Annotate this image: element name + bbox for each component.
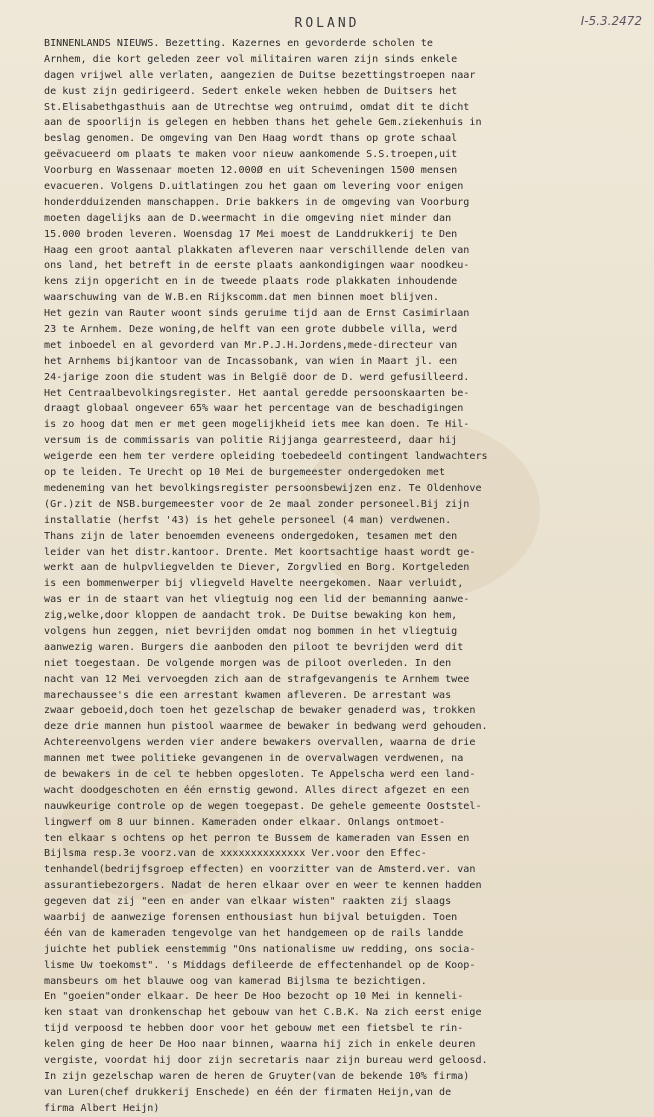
text-line: is een bommenwerper bij vliegveld Havelte neergekomen. Naar verluidt, xyxy=(44,578,464,590)
text-line: nauwkeurige controle op de wegen toegepast. De gehele gemeente Ooststel- xyxy=(44,800,482,812)
document-title: ROLAND xyxy=(294,16,360,31)
text-line: En "goeien"onder elkaar. De heer De Hoo bezocht op 10 Mei in kenneli- xyxy=(44,991,464,1003)
text-line: Bijlsma resp.3e voorz.van de xxxxxxxxxxxxxx Ver.voor den Effec- xyxy=(44,848,427,860)
text-line: ken staat van dronkenschap het gebouw van het C.B.K. Na zich eerst enige xyxy=(44,1007,482,1019)
text-line: niet toegestaan. De volgende morgen was de piloot overleden. In den xyxy=(44,657,452,669)
text-line: Het gezin van Rauter woont sinds geruime tijd aan de Ernst Casimirlaan xyxy=(44,308,470,320)
text-line: Het Centraalbevolkingsregister. Het aantal geredde persoonskaarten be- xyxy=(44,387,470,399)
text-line: waarbij de aanwezige forensen enthousiast hun bijval betuigden. Toen xyxy=(44,911,458,923)
text-line: installatie (herfst '43) is het gehele personeel (4 man) verdwenen. xyxy=(44,514,452,526)
text-line: zwaar geboeid,doch toen het gezelschap de bewaker genaderd was, trokken xyxy=(44,705,476,717)
text-line: 24-jarige zoon die student was in België door de D. werd gefusilleerd. xyxy=(44,371,470,383)
text-line: weigerde een hem ter verdere opleiding toebedeeld contingent landwachters xyxy=(44,451,488,463)
text-line: dagen vrijwel alle verlaten, aangezien de Duitse bezettingstroepen naar xyxy=(44,69,476,81)
text-line: één van de kameraden tengevolge van het handgemeen op de rails landde xyxy=(44,927,464,939)
text-line: Haag een groot aantal plakkaten afleveren naar verschillende delen van xyxy=(44,244,470,256)
text-line: wacht doodgeschoten en één ernstig gewond. Alles direct afgezet en een xyxy=(44,784,470,796)
text-line: van Luren(chef drukkerij Enschede) en één der firmaten Heijn,van de xyxy=(44,1086,452,1098)
body-text xyxy=(44,36,616,1117)
text-line: Voorburg en Wassenaar moeten 12.000Ø en uit Scheveningen 1500 mensen xyxy=(44,165,458,177)
text-line: draagt globaal ongeveer 65% waar het percentage van de beschadigingen xyxy=(44,403,464,415)
text-line: tijd verpoosd te hebben door voor het gebouw met een fietsbel te rin- xyxy=(44,1023,464,1035)
text-line: de bewakers in de cel te hebben opgesloten. Te Appelscha werd een land- xyxy=(44,768,476,780)
text-line: leider van het distr.kantoor. Drente. Met koortsachtige haast wordt ge- xyxy=(44,546,476,558)
text-line: 15.000 broden leveren. Woensdag 17 Mei moest de Landdrukkerij te Den xyxy=(44,228,458,240)
text-line: beslag genomen. De omgeving van Den Haag wordt thans op grote schaal xyxy=(44,133,458,145)
text-line: mannen met twee politieke gevangenen in de overvalwagen verdwenen, na xyxy=(44,753,464,765)
text-line: (Gr.)zit de NSB.burgemeester voor de 2e maal zonder personeel.Bij zijn xyxy=(44,498,470,510)
text-line: firma Albert Heijn) xyxy=(44,1102,160,1114)
text-line: aan de spoorlijn is gelegen en hebben thans het gehele Gem.ziekenhuis in xyxy=(44,117,482,129)
text-line: de kust zijn gedirigeerd. Sedert enkele weken hebben de Duitsers het xyxy=(44,85,458,97)
text-line: kens zijn opgericht en in de tweede plaats rode plakkaten inhoudende xyxy=(44,276,458,288)
text-line: aanwezig waren. Burgers die aanboden den piloot te bevrijden werd dit xyxy=(44,641,464,653)
text-line: Thans zijn de later benoemden eveneens ondergedoken, tesamen met den xyxy=(44,530,458,542)
text-line: vergiste, voordat hij door zijn secretaris naar zijn bureau werd geloosd. xyxy=(44,1055,488,1066)
text-line: ten elkaar s ochtens op het perron te Bussem de kameraden van Essen en xyxy=(44,832,470,844)
text-line: met inboedel en al gevorderd van Mr.P.J.H.Jordens,mede-directeur van xyxy=(44,339,458,351)
text-line: evacueren. Volgens D.uitlatingen zou het gaan om levering voor enigen xyxy=(44,181,464,193)
text-line: 23 te Arnhem. Deze woning,de helft van een grote dubbele villa, werd xyxy=(44,324,458,336)
text-line: nacht van 12 Mei vervoegden zich aan de strafgevangenis te Arnhem twee xyxy=(44,673,470,685)
text-line: gegeven dat zij "een en ander van elkaar wisten" raakten zij slaags xyxy=(44,896,452,908)
text-line: marechaussee's die een arrestant kwamen afleveren. De arrestant was xyxy=(44,689,452,701)
text-line: werkt aan de hulpvliegvelden te Diever, Zorgvlied en Borg. Kortgeleden xyxy=(44,562,470,574)
text-line: In zijn gezelschap waren de heren de Gruyter(van de bekende 10% firma) xyxy=(44,1070,470,1082)
text-line: zig,welke,door kloppen de aandacht trok. De Duitse bewaking kon hem, xyxy=(44,610,458,622)
text-line: assurantiebezorgers. Nadat de heren elkaar over en weer te kennen hadden xyxy=(44,880,482,892)
text-line: lingwerf om 8 uur binnen. Kameraden onder elkaar. Onlangs ontmoet- xyxy=(44,816,446,828)
text-line: deze drie mannen hun pistool waarmee de bewaker in bedwang werd gehouden. xyxy=(44,721,488,733)
text-line: BINNENLANDS NIEUWS. Bezetting. Kazernes en gevorderde scholen te xyxy=(44,38,433,49)
text-line: waarschuwing van de W.B.en Rijkscomm.dat men binnen moet blijven. xyxy=(44,292,440,304)
text-line: kelen ging de heer De Hoo naar binnen, waarna hij zich in enkele deuren xyxy=(44,1039,476,1051)
text-line: mansbeurs om het blauwe oog van kamerad Bijlsma te bezichtigen. xyxy=(44,975,427,987)
text-line: ons land, het betreft in de eerste plaats aankondigingen waar noodkeu- xyxy=(44,260,470,272)
text-line: op te leiden. Te Urecht op 10 Mei de burgemeester ondergedoken met xyxy=(44,467,446,479)
text-line: volgens hun zeggen, niet bevrijden omdat nog bommen in het vliegtuig xyxy=(44,625,458,637)
text-line: moeten dagelijks aan de D.weermacht in die omgeving niet minder dan xyxy=(44,212,452,224)
text-line: St.Elisabethgasthuis aan de Utrechtse weg ontruimd, omdat dit te dicht xyxy=(44,101,470,113)
text-line: juichte het publiek eenstemmig "Ons nationalisme uw redding, ons socia- xyxy=(44,943,476,955)
archive-number: I-5.3.2472 xyxy=(580,14,642,28)
text-line: geëvacueerd om plaats te maken voor nieuw aankomende S.S.troepen,uit xyxy=(44,149,458,161)
text-line: is zo hoog dat men er met geen mogelijkheid iets mee kan doen. Te Hil- xyxy=(44,419,470,431)
text-line: het Arnhems bijkantoor van de Incassobank, van wien in Maart jl. een xyxy=(44,355,458,367)
text-line: medeneming van het bevolkingsregister persoonsbewijzen enz. Te Oldenhove xyxy=(44,482,482,494)
text-line: lisme Uw toekomst". 's Middags defileerde de effectenhandel op de Koop- xyxy=(44,959,476,971)
text-line: tenhandel(bedrijfsgroep effecten) en voorzitter van de Amsterd.ver. van xyxy=(44,864,476,876)
text-line: Achtereenvolgens werden vier andere bewakers overvallen, waarna de drie xyxy=(44,737,476,749)
text-line: was er in de staart van het vliegtuig nog een lid der bemanning aanwe- xyxy=(44,594,470,606)
text-line: versum is de commissaris van politie Rijjanga gearresteerd, daar hij xyxy=(44,435,458,447)
text-line: Arnhem, die kort geleden zeer vol militairen waren zijn sinds enkele xyxy=(44,53,458,65)
text-line: honderdduizenden manschappen. Drie bakkers in de omgeving van Voorburg xyxy=(44,196,470,208)
